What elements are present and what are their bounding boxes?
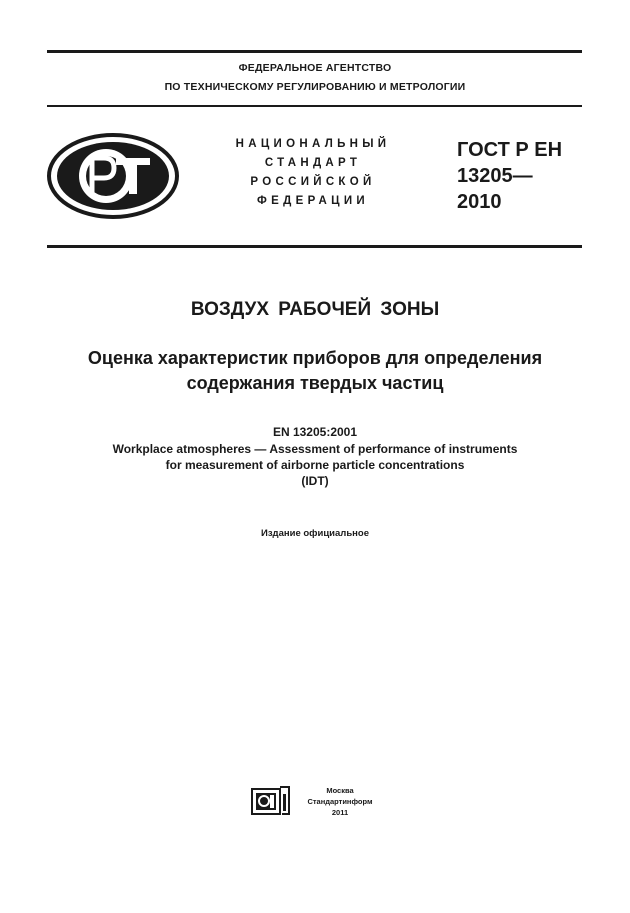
gost-designation-line-3: 2010 (457, 191, 502, 213)
russian-label: РОССИЙСКОЙ (250, 176, 376, 188)
agency-line-1: ФЕДЕРАЛЬНОЕ АГЕНТСТВО (238, 62, 392, 74)
edition-label: Издание официальное (261, 528, 369, 539)
gost-designation-line-2: 13205— (457, 165, 533, 187)
bottom-rule (47, 245, 582, 248)
national-label: НАЦИОНАЛЬНЫЙ (235, 138, 391, 150)
publisher-name: Стандартинформ (307, 797, 373, 806)
en-standard-code: EN 13205:2001 (272, 425, 358, 439)
federation-label: ФЕДЕРАЦИИ (257, 195, 369, 207)
publisher-city: Москва (326, 786, 354, 795)
document-subtitle-line-1: Оценка характеристик приборов для определения (87, 348, 543, 368)
agency-line-2: ПО ТЕХНИЧЕСКОМУ РЕГУЛИРОВАНИЮ И МЕТРОЛОГИИ (164, 81, 466, 93)
rst-logo (46, 132, 180, 220)
document-title: ВОЗДУХ РАБОЧЕЙ ЗОНЫ (190, 299, 440, 320)
gost-designation-line-1: ГОСТ Р ЕН (457, 139, 563, 161)
en-title-line-1: Workplace atmospheres — Assessment of performance of instruments (112, 442, 518, 456)
idt-label: (IDT) (301, 474, 329, 488)
en-title-line-2: for measurement of airborne particle concentrations (165, 458, 465, 472)
header-divider (47, 105, 582, 107)
standard-label: СТАНДАРТ (264, 157, 362, 169)
top-rule (47, 50, 582, 53)
publisher-year: 2011 (331, 808, 349, 817)
standartinform-logo (251, 786, 291, 816)
document-subtitle-line-2: содержания твердых частиц (186, 373, 444, 393)
